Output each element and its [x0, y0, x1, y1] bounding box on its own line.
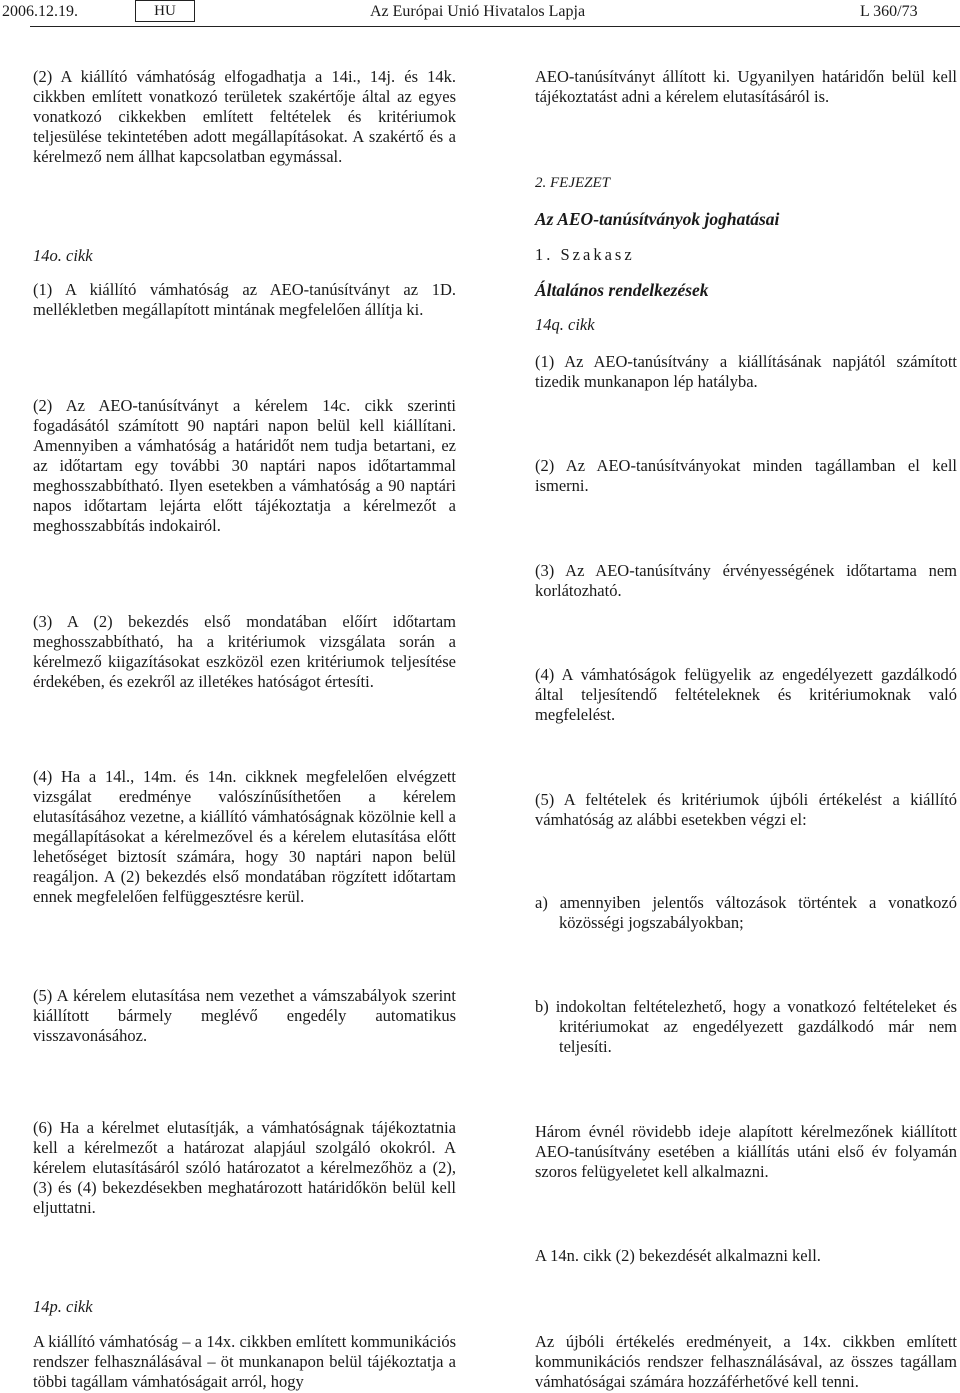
paragraph-14q-monitoring: Három évnél rövidebb ideje alapított kérelmezőnek kiállított AEO-tanúsítvány esetében a kiállítás utáni első év folyamán szoros felügyeletet kell alkalmazni.: [535, 1122, 957, 1181]
header-rule: [30, 26, 960, 27]
article-heading-14o: 14o. cikk: [33, 246, 93, 265]
list-item-a: a) amennyiben jelentős változások történtek a vonatkozó közösségi jogszabályokban;: [535, 893, 957, 932]
header-date: 2006.12.19.: [2, 3, 78, 20]
paragraph-14q-3: (3) Az AEO-tanúsítvány érvényességének időtartama nem korlátozható.: [535, 561, 957, 600]
language-badge: HU: [135, 0, 195, 22]
article-heading-14p: 14p. cikk: [33, 1297, 93, 1316]
section-heading: 1. Szakasz: [535, 245, 635, 264]
section-title: Általános rendelkezések: [535, 280, 709, 300]
journal-title: Az Európai Unió Hivatalos Lapja: [370, 3, 586, 20]
paragraph-14o-4: (4) Ha a 14l., 14m. és 14n. cikknek megfelelően elvégzett vizsgálat eredménye valószínűsíthetően a kérelem elutasításához vezetne, a kiállító vámhatóságnak közölnie kell a megállapításokat a kérelmezővel és a kérelem elutasítása előtt lehetőséget biztosít számára, hogy 30 naptári napon belül reagáljon. A (2) bekezdés első mondatában rögzített időtartam ennek megfelelően felfüggesztésre kerül.: [33, 767, 456, 906]
article-heading-14q: 14q. cikk: [535, 315, 595, 334]
paragraph-14q-2: (2) Az AEO-tanúsítványokat minden tagállamban el kell ismerni.: [535, 456, 957, 495]
paragraph-2-14n: (2) A kiállító vámhatóság elfogadhatja a 14i., 14j. és 14k. cikkben említett vonatkozó területek szakértője által az egyes vonatkozó cikkekben említett feltételek és kritériumok teljesülése tekintetében adott megállapításokat. A szakértő és a kérelmező nem állhat kapcsolatban egymással.: [33, 67, 456, 166]
chapter-heading: 2. FEJEZET: [535, 175, 610, 191]
paragraph-14p: A kiállító vámhatóság – a 14x. cikkben említett kommunikációs rendszer felhasználásával – öt munkanapon belül tájékoztatja a többi tagállam vámhatóságait arról, hogy: [33, 1332, 456, 1391]
chapter-title: Az AEO-tanúsítványok joghatásai: [535, 209, 780, 229]
paragraph-14o-1: (1) A kiállító vámhatóság az AEO-tanúsítványt az 1D. mellékletben megállapított mintának megfelelően állítja ki.: [33, 280, 456, 319]
paragraph-14o-5: (5) A kérelem elutasítása nem vezethet a vámszabályok szerint kiállított bármely meglévő engedély automatikus visszavonásához.: [33, 986, 456, 1045]
paragraph-14q-results: Az újbóli értékelés eredményeit, a 14x. cikkben említett kommunikációs rendszer felhasználásával, az összes tagállam vámhatóságai számára hozzáférhetővé kell tenni.: [535, 1332, 957, 1391]
page-number: L 360/73: [860, 3, 918, 20]
paragraph-14o-6: (6) Ha a kérelmet elutasítják, a vámhatóságnak tájékoztatnia kell a kérelmezőt a határozat alapjául szolgáló okokról. A kérelem elutasításáról szóló határozatot a kérelmezőhöz a (2), (3) és (4) bekezdésekben meghatározott határidőkön belül kell eljuttatni.: [33, 1118, 456, 1217]
paragraph-14q-1: (1) Az AEO-tanúsítvány a kiállításának napjától számított tizedik munkanapon lép hatályba.: [535, 352, 957, 391]
paragraph-14p-cont: AEO-tanúsítványt állított ki. Ugyanilyen határidőn belül kell tájékoztatást adni a kérelem elutasításáról is.: [535, 67, 957, 106]
paragraph-14q-reference: A 14n. cikk (2) bekezdését alkalmazni kell.: [535, 1246, 821, 1265]
paragraph-14q-4: (4) A vámhatóságok felügyelik az engedélyezett gazdálkodó által teljesítendő feltételeknek és kritériumoknak való megfelelést.: [535, 665, 957, 724]
list-item-b: b) indokoltan feltételezhető, hogy a vonatkozó feltételeket és kritériumokat az engedélyezett gazdálkodó már nem teljesíti.: [535, 997, 957, 1056]
paragraph-14o-2: (2) Az AEO-tanúsítványt a kérelem 14c. cikk szerinti fogadásától számított 90 naptári napon belül kell kiállítani. Amennyiben a vámhatóság a határidőt nem tudja betartani, ez az időtartam egy további 30 naptári napos időtartammal meghosszabbítható. Ilyen esetekben a vámhatóság a 90 naptári napos időtartam lejárta előtt tájékoztatja a kérelmezőt a meghosszabbítás indokairól.: [33, 396, 456, 535]
paragraph-14o-3: (3) A (2) bekezdés első mondatában előírt időtartam meghosszabbítható, ha a kritériumok vizsgálata során a kérelmező kiigazításokat eszközöl ezen kritériumok teljesítése érdekében, és ezekről az illetékes hatóságot értesíti.: [33, 612, 456, 691]
paragraph-14q-5: (5) A feltételek és kritériumok újbóli értékelést a kiállító vámhatóság az alábbi esetekben végzi el:: [535, 790, 957, 829]
